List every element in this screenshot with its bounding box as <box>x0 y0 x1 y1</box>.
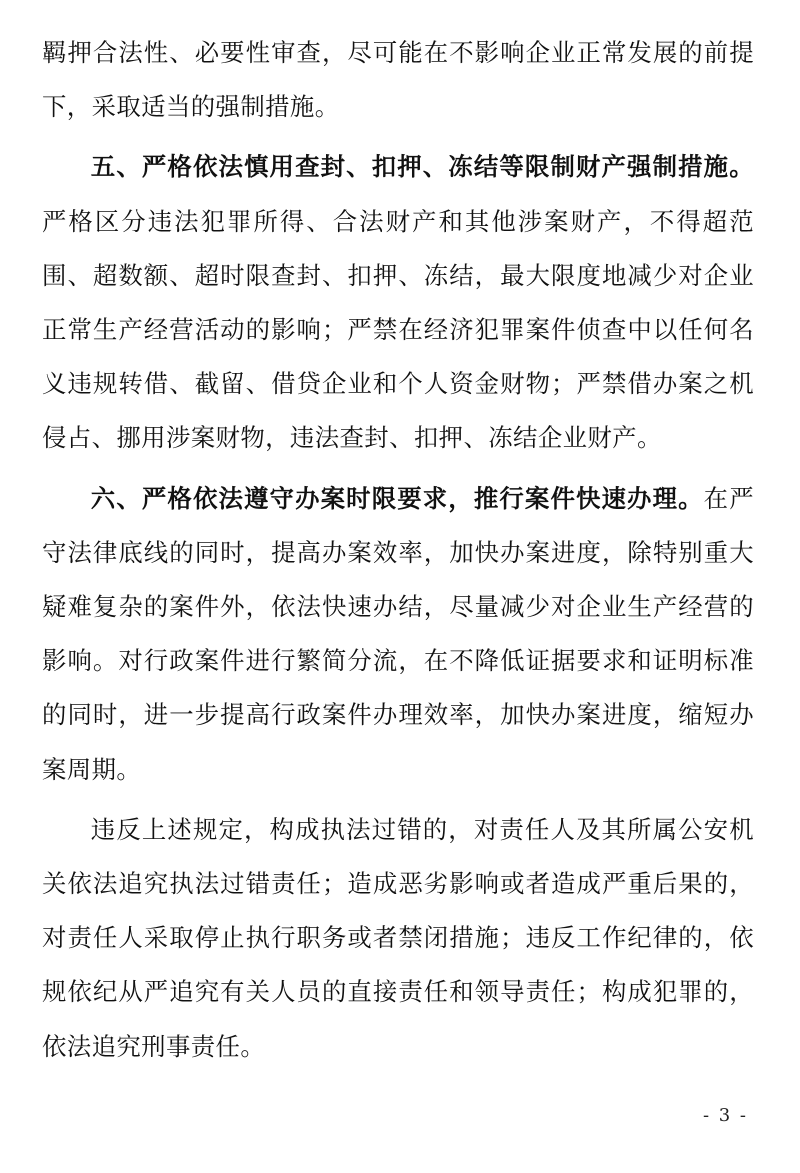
paragraph-continuation <box>42 26 754 134</box>
paragraph-text: 违反上述规定，构成执法过错的，对责任人及其所属公安机关依法追究执法过错责任；造成恶劣影响或者造成严重后果的，对责任人采取停止执行职务或者禁闭措施；违反工作纪律的，依规依纪从严追究有关人员的直接责任和领导责任；构成犯罪的，依法追究刑事责任。 <box>42 814 754 1061</box>
paragraph-section-five <box>42 140 754 465</box>
page-number: - 3 - <box>702 1105 748 1126</box>
paragraph-text: 羁押合法性、必要性审查，尽可能在不影响企业正常发展的前提下，采取适当的强制措施。 <box>42 38 754 122</box>
section-heading-five: 五、严格依法慎用查封、扣押、冻结等限制财产强制措施。 <box>90 152 754 182</box>
paragraph-liability <box>42 803 754 1074</box>
paragraph-section-six <box>42 472 754 797</box>
paragraph-text: 严格区分违法犯罪所得、合法财产和其他涉案财产，不得超范围、超数额、超时限查封、扣押、冻结，最大限度地减少对企业正常生产经营活动的影响；严禁在经济犯罪案件侦查中以任何名义违规转借、截留、借贷企业和个人资金财物；严禁借办案之机侵占、挪用涉案财物，违法查封、扣押、冻结企业财产。 <box>42 206 754 453</box>
paragraph-text: 在严守法律底线的同时，提高办案效率，加快办案进度，除特别重大疑难复杂的案件外，依法快速办结，尽量减少对企业生产经营的影响。对行政案件进行繁简分流，在不降低证据要求和证明标准的同时，进一步提高行政案件办理效率，加快办案进度，缩短办案周期。 <box>42 483 754 784</box>
section-heading-six: 六、严格依法遵守办案时限要求，推行案件快速办理。 <box>90 483 704 513</box>
document-page <box>42 26 754 1080</box>
